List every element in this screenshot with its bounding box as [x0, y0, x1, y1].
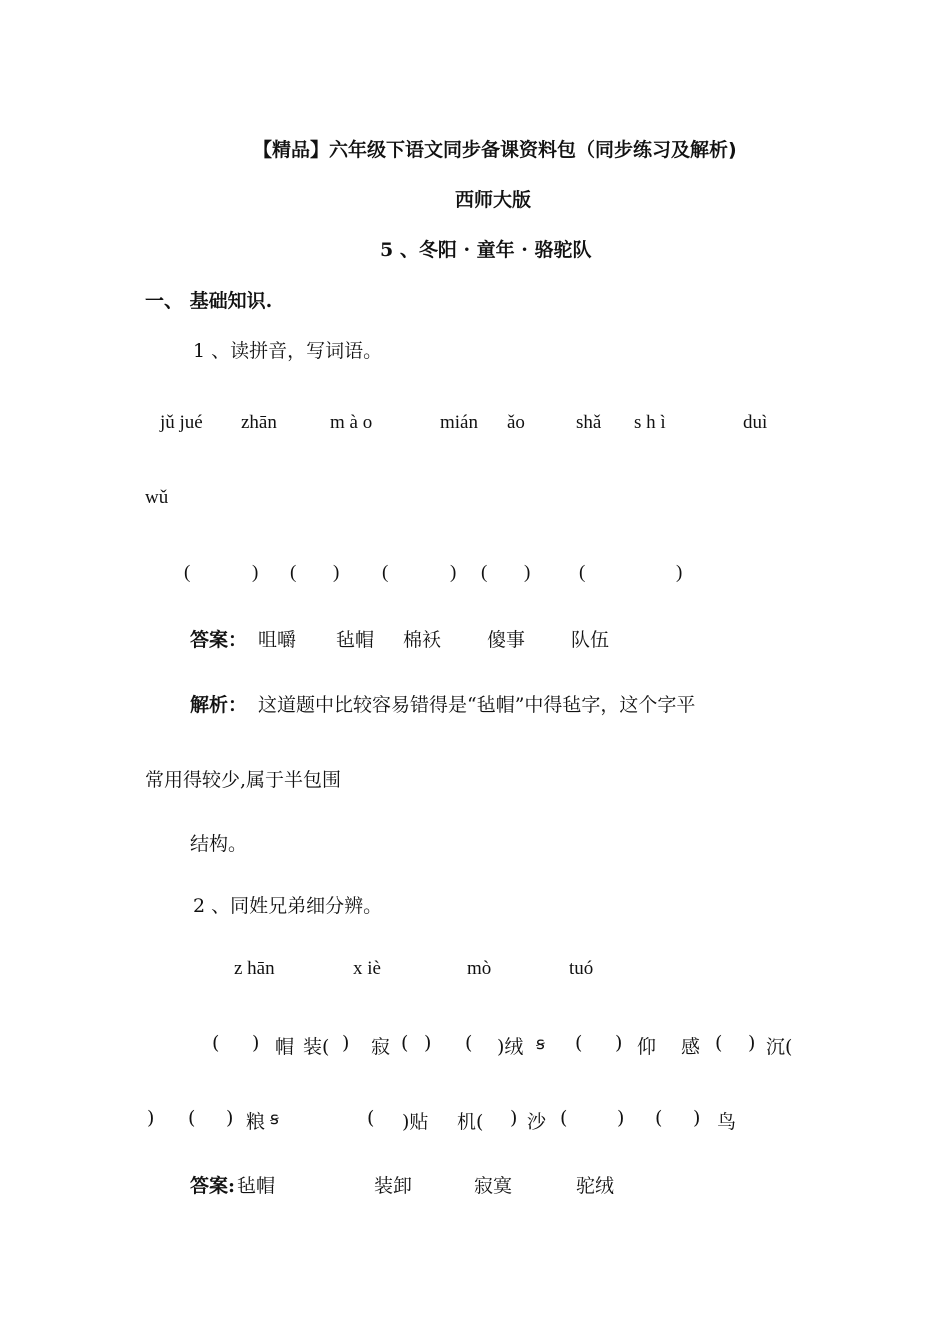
char-cell: ): [147, 1107, 155, 1129]
char-cell: 沙: [527, 1111, 547, 1133]
answer-word: 驼绒: [576, 1175, 615, 1197]
answer-label: 答案:: [190, 1175, 236, 1197]
char-cell: ꞩ: [270, 1109, 279, 1129]
char-cell: 鸟: [717, 1111, 737, 1133]
blank-paren: ): [676, 562, 683, 583]
char-cell: ): [342, 1032, 350, 1054]
char-cell: 仰: [637, 1036, 657, 1058]
char-cell: ): [424, 1032, 432, 1054]
document-title: 【精品】六年级下语文同步备课资料包（同步练习及解析): [253, 139, 737, 161]
blank-paren: (: [481, 562, 488, 583]
char-cell: )绒: [497, 1036, 524, 1058]
pinyin-item: ǎo: [507, 412, 525, 433]
blank-paren: (: [290, 562, 297, 583]
blank-paren: (: [382, 562, 389, 583]
blank-paren: ): [333, 562, 340, 583]
blank-paren: ): [450, 562, 457, 583]
char-cell: ): [748, 1032, 756, 1054]
char-cell: (: [212, 1032, 220, 1054]
answer-word: 傻事: [487, 629, 526, 651]
blank-paren: (: [184, 562, 191, 583]
question-1-prompt: 1 、读拼音，写词语。: [193, 340, 383, 362]
pinyin-item: m à o: [330, 412, 373, 433]
answer-word: 棉袄: [403, 629, 442, 651]
pinyin-item: mò: [467, 958, 492, 979]
char-cell: (: [401, 1032, 409, 1054]
analysis-text-line: 常用得较少,属于半包围: [145, 769, 342, 791]
question-2-prompt: 2 、同姓兄弟细分辨。: [193, 895, 383, 917]
char-cell: (: [367, 1107, 375, 1129]
pinyin-item: shǎ: [576, 412, 602, 433]
char-cell: (: [465, 1032, 473, 1054]
answer-word: 毡帽: [336, 629, 375, 651]
pinyin-item: duì: [743, 412, 768, 433]
analysis-label: 解析：: [190, 694, 248, 716]
analysis-text-line: 结构。: [190, 833, 248, 855]
pinyin-item: z hān: [234, 958, 275, 979]
char-cell: (: [560, 1107, 568, 1129]
char-cell: (: [655, 1107, 663, 1129]
pinyin-item: zhān: [241, 412, 277, 433]
blank-paren: (: [579, 562, 586, 583]
blank-paren: ): [524, 562, 531, 583]
char-cell: 沉(: [766, 1036, 793, 1058]
char-cell: ): [615, 1032, 623, 1054]
char-cell: (: [575, 1032, 583, 1054]
pinyin-item: x iè: [353, 958, 381, 979]
answer-word: 咀嚼: [258, 629, 297, 651]
analysis-text-line: 这道题中比较容易错得是“毡帽”中得毡字，这个字平: [258, 694, 696, 716]
char-cell: ): [617, 1107, 625, 1129]
char-cell: )贴: [402, 1111, 429, 1133]
pinyin-item: mián: [440, 412, 478, 433]
char-cell: ): [226, 1107, 234, 1129]
char-cell: 粮: [246, 1111, 266, 1133]
pinyin-item: tuó: [569, 958, 594, 979]
char-cell: ): [693, 1107, 701, 1129]
answer-label: 答案：: [190, 629, 248, 651]
blank-paren: ): [252, 562, 259, 583]
answer-word: 寂寞: [474, 1175, 513, 1197]
answer-word: 毡帽: [237, 1175, 276, 1197]
lesson-title: 5 、冬阳 · 童年 · 骆驼队: [380, 239, 592, 261]
pinyin-item: s h ì: [634, 412, 666, 433]
char-cell: (: [188, 1107, 196, 1129]
char-cell: 机(: [457, 1111, 484, 1133]
edition-label: 西师大版: [455, 189, 532, 211]
char-cell: (: [715, 1032, 723, 1054]
char-cell: ): [510, 1107, 518, 1129]
answer-word: 装卸: [374, 1175, 413, 1197]
pinyin-item: jǔ jué: [160, 412, 203, 433]
section-heading: 一、 基础知识.: [145, 290, 273, 312]
char-cell: ): [252, 1032, 260, 1054]
char-cell: 寂: [371, 1036, 391, 1058]
char-cell: ꞩ: [536, 1034, 545, 1054]
char-cell: 帽: [275, 1036, 295, 1058]
char-cell: 感: [681, 1036, 701, 1058]
answer-word: 队伍: [571, 629, 610, 651]
pinyin-item: wǔ: [145, 487, 169, 508]
char-cell: 装(: [303, 1036, 330, 1058]
